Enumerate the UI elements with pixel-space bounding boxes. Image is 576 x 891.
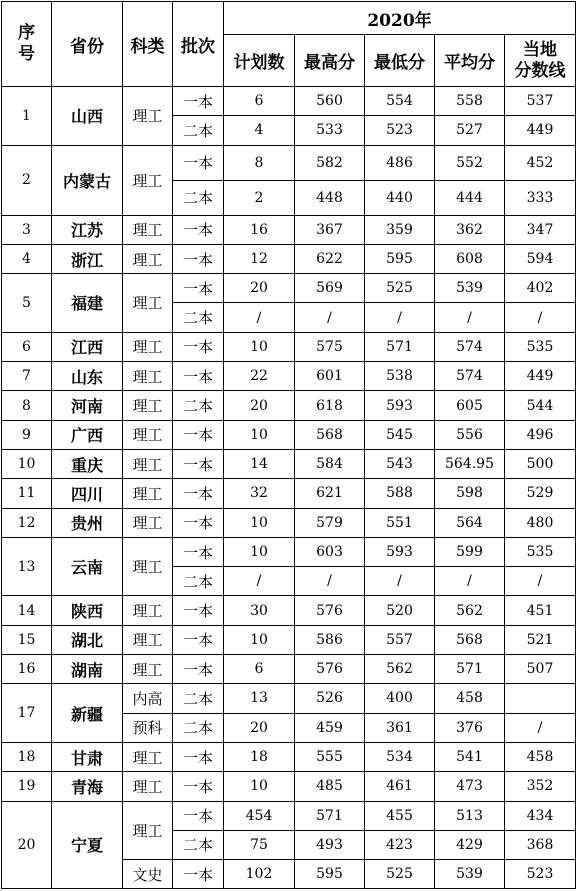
row-index: 14 <box>2 596 52 625</box>
table-row <box>2 145 576 180</box>
row-batch: 二本 <box>173 180 224 215</box>
row-category: 理工 <box>123 215 173 244</box>
row-index: 13 <box>2 537 52 596</box>
row-batch: 一本 <box>173 508 224 537</box>
row-batch: 一本 <box>173 742 224 771</box>
row-plan: 75 <box>224 830 295 859</box>
row-plan: 14 <box>224 449 295 478</box>
row-batch: 二本 <box>173 684 224 713</box>
row-province: 云南 <box>52 537 123 596</box>
row-batch: 一本 <box>173 537 224 566</box>
row-avg: / <box>435 303 505 332</box>
row-max: 555 <box>295 742 365 771</box>
row-min: 525 <box>365 860 435 889</box>
row-min: 595 <box>365 244 435 273</box>
row-batch: 一本 <box>173 655 224 684</box>
row-plan: 10 <box>224 332 295 361</box>
row-avg: 564 <box>435 508 505 537</box>
row-max: 575 <box>295 332 365 361</box>
row-max: / <box>295 567 365 596</box>
row-category: 理工 <box>123 332 173 361</box>
row-min: 593 <box>365 537 435 566</box>
table-row <box>2 596 576 625</box>
row-category: 理工 <box>123 596 173 625</box>
row-max: 576 <box>295 596 365 625</box>
row-plan: 32 <box>224 479 295 508</box>
row-batch: 一本 <box>173 625 224 654</box>
table-row <box>2 244 576 273</box>
admission-scores-table <box>1 1 576 889</box>
row-min: 523 <box>365 116 435 145</box>
table-row <box>2 655 576 684</box>
row-batch: 一本 <box>173 332 224 361</box>
row-avg: 539 <box>435 274 505 303</box>
row-avg: 568 <box>435 625 505 654</box>
header-local-line: 当地 分数线 <box>505 35 576 87</box>
row-max: 584 <box>295 449 365 478</box>
row-province: 宁夏 <box>52 801 123 889</box>
row-plan: 10 <box>224 537 295 566</box>
row-province: 浙江 <box>52 244 123 273</box>
row-province: 青海 <box>52 772 123 801</box>
row-plan: 18 <box>224 742 295 771</box>
row-batch: 二本 <box>173 303 224 332</box>
row-avg: 429 <box>435 830 505 859</box>
row-batch: 一本 <box>173 860 224 889</box>
row-line: 500 <box>505 449 576 478</box>
table-row <box>2 742 576 771</box>
row-line: 529 <box>505 479 576 508</box>
row-batch: 一本 <box>173 145 224 180</box>
row-line: 535 <box>505 332 576 361</box>
row-avg: 362 <box>435 215 505 244</box>
row-line: / <box>505 303 576 332</box>
row-province: 贵州 <box>52 508 123 537</box>
table-row <box>2 625 576 654</box>
row-category: 理工 <box>123 449 173 478</box>
row-plan: 2 <box>224 180 295 215</box>
header-year: 2020年 <box>224 2 576 35</box>
row-batch: 一本 <box>173 87 224 116</box>
header-category: 科类 <box>123 2 173 87</box>
row-batch: 二本 <box>173 713 224 742</box>
row-max: 595 <box>295 860 365 889</box>
table-row <box>2 274 576 303</box>
row-province: 山东 <box>52 362 123 391</box>
table-row <box>2 332 576 361</box>
row-min: 551 <box>365 508 435 537</box>
row-index: 17 <box>2 684 52 743</box>
row-min: / <box>365 567 435 596</box>
header-index: 序 号 <box>2 2 52 87</box>
row-index: 18 <box>2 742 52 771</box>
row-category: 理工 <box>123 801 173 860</box>
table-row <box>2 479 576 508</box>
row-line: 594 <box>505 244 576 273</box>
row-plan: 22 <box>224 362 295 391</box>
row-index: 12 <box>2 508 52 537</box>
row-max: 621 <box>295 479 365 508</box>
row-max: 568 <box>295 420 365 449</box>
row-min: 538 <box>365 362 435 391</box>
row-min: 554 <box>365 87 435 116</box>
row-plan: 13 <box>224 684 295 713</box>
row-line: / <box>505 713 576 742</box>
row-batch: 一本 <box>173 215 224 244</box>
row-plan: 30 <box>224 596 295 625</box>
row-min: 534 <box>365 742 435 771</box>
row-avg: 527 <box>435 116 505 145</box>
row-avg: 564.95 <box>435 449 505 478</box>
row-line: 449 <box>505 116 576 145</box>
row-plan: 454 <box>224 801 295 830</box>
row-avg: 605 <box>435 391 505 420</box>
row-category: 理工 <box>123 244 173 273</box>
row-index: 20 <box>2 801 52 889</box>
row-min: 520 <box>365 596 435 625</box>
row-category: 理工 <box>123 742 173 771</box>
row-category: 理工 <box>123 362 173 391</box>
row-max: 603 <box>295 537 365 566</box>
row-category: 理工 <box>123 420 173 449</box>
row-plan: 16 <box>224 215 295 244</box>
row-line: 449 <box>505 362 576 391</box>
table-body <box>2 87 576 889</box>
row-batch: 一本 <box>173 274 224 303</box>
table-row <box>2 87 576 116</box>
row-line: 402 <box>505 274 576 303</box>
row-avg: 598 <box>435 479 505 508</box>
row-min: 361 <box>365 713 435 742</box>
row-line: 452 <box>505 145 576 180</box>
table-row <box>2 391 576 420</box>
row-max: 493 <box>295 830 365 859</box>
row-line: 434 <box>505 801 576 830</box>
row-max: 582 <box>295 145 365 180</box>
row-batch: 二本 <box>173 391 224 420</box>
row-plan: 10 <box>224 772 295 801</box>
table-row <box>2 449 576 478</box>
row-plan: 20 <box>224 391 295 420</box>
row-avg: / <box>435 567 505 596</box>
row-province: 湖北 <box>52 625 123 654</box>
row-index: 16 <box>2 655 52 684</box>
header-batch: 批次 <box>173 2 224 87</box>
row-province: 新疆 <box>52 684 123 743</box>
row-max: / <box>295 303 365 332</box>
row-province: 山西 <box>52 87 123 146</box>
header-province: 省份 <box>52 2 123 87</box>
row-plan: 102 <box>224 860 295 889</box>
row-avg: 556 <box>435 420 505 449</box>
row-line <box>505 684 576 713</box>
row-batch: 一本 <box>173 449 224 478</box>
row-category: 文史 <box>123 860 173 889</box>
table-row <box>2 772 576 801</box>
row-province: 重庆 <box>52 449 123 478</box>
row-plan: 8 <box>224 145 295 180</box>
row-batch: 一本 <box>173 801 224 830</box>
row-avg: 574 <box>435 362 505 391</box>
row-avg: 608 <box>435 244 505 273</box>
row-min: 545 <box>365 420 435 449</box>
row-min: 455 <box>365 801 435 830</box>
row-plan: 20 <box>224 713 295 742</box>
row-line: 458 <box>505 742 576 771</box>
row-index: 8 <box>2 391 52 420</box>
row-max: 459 <box>295 713 365 742</box>
table-row <box>2 801 576 830</box>
row-avg: 539 <box>435 860 505 889</box>
row-line: 521 <box>505 625 576 654</box>
row-min: 440 <box>365 180 435 215</box>
row-max: 586 <box>295 625 365 654</box>
row-min: 588 <box>365 479 435 508</box>
row-category: 理工 <box>123 87 173 146</box>
row-index: 11 <box>2 479 52 508</box>
row-line: 537 <box>505 87 576 116</box>
row-avg: 552 <box>435 145 505 180</box>
row-category: 理工 <box>123 508 173 537</box>
row-category: 理工 <box>123 274 173 333</box>
row-category: 理工 <box>123 772 173 801</box>
row-line: 333 <box>505 180 576 215</box>
row-min: / <box>365 303 435 332</box>
row-line: 544 <box>505 391 576 420</box>
row-index: 2 <box>2 145 52 215</box>
row-category: 理工 <box>123 655 173 684</box>
row-line: 368 <box>505 830 576 859</box>
row-index: 19 <box>2 772 52 801</box>
row-index: 10 <box>2 449 52 478</box>
table-row <box>2 684 576 713</box>
row-index: 9 <box>2 420 52 449</box>
row-province: 四川 <box>52 479 123 508</box>
row-max: 560 <box>295 87 365 116</box>
row-category: 理工 <box>123 391 173 420</box>
row-avg: 571 <box>435 655 505 684</box>
row-avg: 574 <box>435 332 505 361</box>
row-plan: 6 <box>224 655 295 684</box>
row-category: 内高 <box>123 684 173 713</box>
row-avg: 513 <box>435 801 505 830</box>
row-min: 400 <box>365 684 435 713</box>
row-max: 579 <box>295 508 365 537</box>
row-max: 618 <box>295 391 365 420</box>
row-batch: 一本 <box>173 362 224 391</box>
row-plan: 4 <box>224 116 295 145</box>
table-row <box>2 215 576 244</box>
row-max: 571 <box>295 801 365 830</box>
row-index: 3 <box>2 215 52 244</box>
row-category: 理工 <box>123 145 173 215</box>
row-province: 江苏 <box>52 215 123 244</box>
row-province: 河南 <box>52 391 123 420</box>
row-province: 湖南 <box>52 655 123 684</box>
row-avg: 444 <box>435 180 505 215</box>
row-category: 理工 <box>123 537 173 596</box>
row-batch: 一本 <box>173 420 224 449</box>
row-min: 359 <box>365 215 435 244</box>
row-batch: 二本 <box>173 830 224 859</box>
row-province: 内蒙古 <box>52 145 123 215</box>
row-index: 4 <box>2 244 52 273</box>
row-avg: 558 <box>435 87 505 116</box>
header-avg: 平均分 <box>435 35 505 87</box>
row-index: 7 <box>2 362 52 391</box>
table-row <box>2 537 576 566</box>
row-min: 525 <box>365 274 435 303</box>
row-min: 461 <box>365 772 435 801</box>
row-max: 533 <box>295 116 365 145</box>
row-avg: 541 <box>435 742 505 771</box>
row-max: 448 <box>295 180 365 215</box>
row-max: 622 <box>295 244 365 273</box>
row-batch: 一本 <box>173 244 224 273</box>
row-min: 562 <box>365 655 435 684</box>
row-index: 6 <box>2 332 52 361</box>
row-plan: 12 <box>224 244 295 273</box>
row-line: 507 <box>505 655 576 684</box>
row-line: 523 <box>505 860 576 889</box>
row-batch: 二本 <box>173 116 224 145</box>
row-category: 理工 <box>123 479 173 508</box>
row-line: 480 <box>505 508 576 537</box>
row-batch: 一本 <box>173 479 224 508</box>
row-province: 福建 <box>52 274 123 333</box>
row-max: 576 <box>295 655 365 684</box>
row-line: 451 <box>505 596 576 625</box>
row-plan: 10 <box>224 625 295 654</box>
row-max: 526 <box>295 684 365 713</box>
row-line: 347 <box>505 215 576 244</box>
header-min: 最低分 <box>365 35 435 87</box>
row-max: 601 <box>295 362 365 391</box>
row-province: 广西 <box>52 420 123 449</box>
row-plan: 6 <box>224 87 295 116</box>
row-min: 557 <box>365 625 435 654</box>
row-batch: 二本 <box>173 567 224 596</box>
row-min: 423 <box>365 830 435 859</box>
row-min: 593 <box>365 391 435 420</box>
row-province: 江西 <box>52 332 123 361</box>
row-plan: / <box>224 567 295 596</box>
row-avg: 376 <box>435 713 505 742</box>
row-category: 预科 <box>123 713 173 742</box>
row-plan: 10 <box>224 508 295 537</box>
row-avg: 599 <box>435 537 505 566</box>
row-max: 569 <box>295 274 365 303</box>
row-index: 1 <box>2 87 52 146</box>
row-province: 甘肃 <box>52 742 123 771</box>
row-line: / <box>505 567 576 596</box>
table-row <box>2 420 576 449</box>
row-max: 485 <box>295 772 365 801</box>
row-line: 496 <box>505 420 576 449</box>
row-index: 15 <box>2 625 52 654</box>
table-row <box>2 508 576 537</box>
row-batch: 一本 <box>173 772 224 801</box>
row-line: 352 <box>505 772 576 801</box>
row-province: 陕西 <box>52 596 123 625</box>
row-avg: 562 <box>435 596 505 625</box>
row-line: 535 <box>505 537 576 566</box>
row-plan: 10 <box>224 420 295 449</box>
row-batch: 一本 <box>173 596 224 625</box>
row-avg: 458 <box>435 684 505 713</box>
row-min: 486 <box>365 145 435 180</box>
row-category: 理工 <box>123 625 173 654</box>
header-plan: 计划数 <box>224 35 295 87</box>
row-plan: 20 <box>224 274 295 303</box>
header-max: 最高分 <box>295 35 365 87</box>
row-min: 543 <box>365 449 435 478</box>
table-row <box>2 362 576 391</box>
row-index: 5 <box>2 274 52 333</box>
row-max: 367 <box>295 215 365 244</box>
row-avg: 473 <box>435 772 505 801</box>
row-plan: / <box>224 303 295 332</box>
row-min: 571 <box>365 332 435 361</box>
